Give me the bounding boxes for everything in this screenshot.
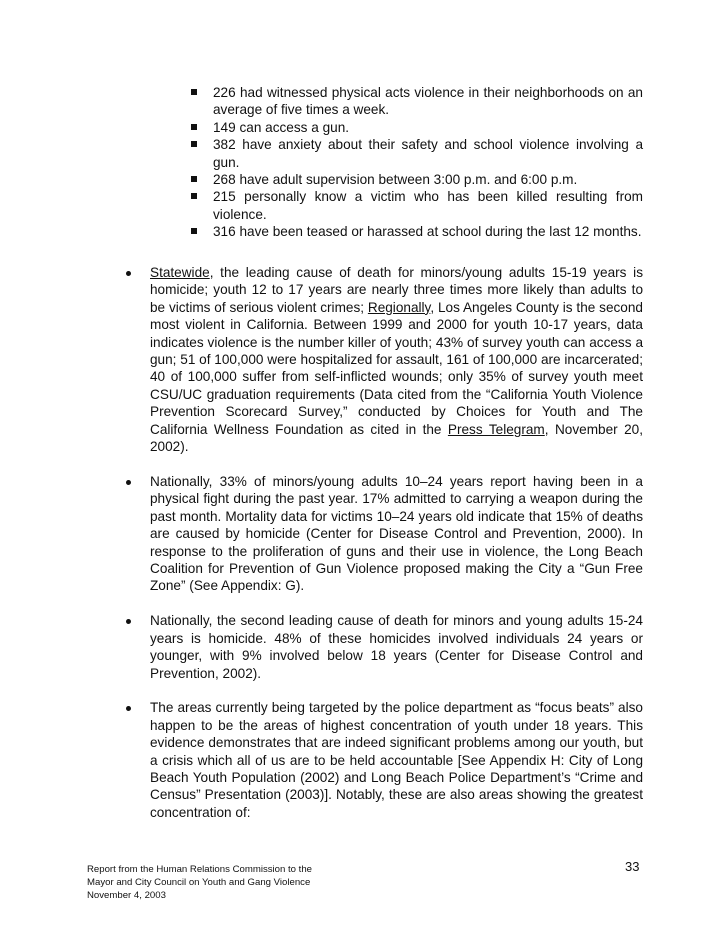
square-bullet-icon [191, 141, 197, 147]
bullet-dot-icon [126, 619, 131, 624]
sub-bullet-item: 149 can access a gun. [188, 119, 643, 136]
bullet-dot-icon [126, 706, 131, 711]
regionally-term: Regionally [367, 299, 431, 315]
bullet-focus-beats: The areas currently being targeted by the police department as “focus beats” also happen to be the areas of highest concentration of youth under 18 years. This evidence demonstrates that are indeed significant problems among our youth, but a crisis which all of us are to be held accountable [See Appendix H: City of Long Beach Youth Population (2002) and Long Beach Police Department’s “Crime and Census” Presentation (2003)]. Notably, these are also areas showing the greatest concentration of: [120, 699, 643, 821]
square-bullet-icon [191, 193, 197, 199]
page-number: 33 [625, 859, 640, 874]
sub-bullet-item: 226 had witnessed physical acts violence in their neighborhoods on an average of five times a week. [188, 84, 643, 119]
press-telegram-citation: Press Telegram [447, 421, 545, 437]
bullet-dot-icon [126, 480, 131, 485]
sub-bullet-item: 382 have anxiety about their safety and school violence involving a gun. [188, 136, 643, 171]
bullet-national-fights: Nationally, 33% of minors/young adults 10–24 years report having been in a physical fight during the past year. 17% admitted to carrying a weapon during the past month. Mortality data for victims 10–24 years old indicate that 15% of deaths are caused by homicide (Center for Disease Control and Prevention, 2000). In response to the proliferation of guns and their use in violence, the Long Beach Coalition for Prevention of Gun Violence proposed making the City a “Gun Free Zone” (See Appendix: G). [120, 473, 643, 595]
footer-date: November 4, 2003 [87, 890, 166, 901]
page-footer [87, 863, 387, 902]
sub-bullet-item: 268 have adult supervision between 3:00 p.m. and 6:00 p.m. [188, 171, 643, 188]
footer-line: Report from the Human Relations Commission to the [87, 864, 313, 875]
survey-sub-bullet-list [188, 84, 643, 241]
footer-line: Mayor and City Council on Youth and Gang Violence [87, 877, 311, 888]
sub-bullet-item: 316 have been teased or harassed at school during the last 12 months. [188, 223, 643, 240]
square-bullet-icon [191, 89, 197, 95]
main-bullet-list [120, 264, 643, 839]
statewide-term: Statewide [150, 265, 210, 280]
sub-bullet-item: 215 personally know a victim who has been killed resulting from violence. [188, 188, 643, 223]
bullet-national-homicide: Nationally, the second leading cause of death for minors and young adults 15-24 years is homicide. 48% of these homicides involved individuals 24 years or younger, with 9% involved below 18 years (Center for Disease Control and Prevention, 2002). [120, 612, 643, 682]
square-bullet-icon [191, 124, 197, 130]
bullet-statewide: Statewide, the leading cause of death for minors/young adults 15-19 years is homicide; youth 12 to 17 years are nearly three times more likely than adults to be victims of serious violent crimes; Regionally, Los Angeles County is the second most violent in California. Between 1999 and 2000 for youth 10-17 years, data indicates violence is the number killer of youth; 43% of survey youth can access a gun; 51 of 100,000 were hospitalized for assault, 161 of 100,000 are incarcerated; 40 of 100,000 suffer from self-inflicted wounds; only 35% of survey youth meet CSU/UC graduation requirements (Data cited from the “California Youth Violence Prevention Scorecard Survey,” conducted by Choices for Youth and The California Wellness Foundation as cited in the Press Telegram, November 20, 2002). [120, 264, 643, 455]
bullet-dot-icon [126, 271, 131, 276]
square-bullet-icon [191, 176, 197, 182]
square-bullet-icon [191, 228, 197, 234]
